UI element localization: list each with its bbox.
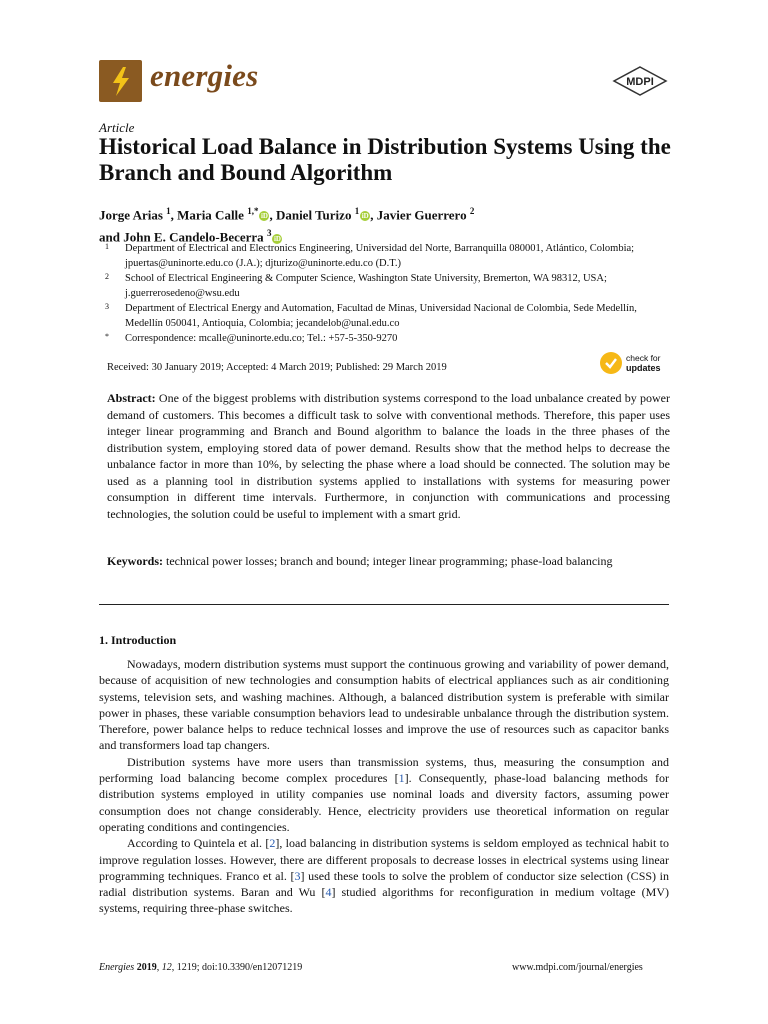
keywords-label: Keywords: — [107, 554, 163, 568]
publisher-logo-text: MDPI — [626, 76, 654, 88]
paper-title: Historical Load Balance in Distribution Systems Using the Branch and Bound Algorithm — [99, 134, 671, 185]
journal-logo-icon — [99, 60, 142, 102]
orcid-icon[interactable]: iD — [273, 234, 281, 243]
author-name: Jorge Arias — [99, 207, 163, 223]
abstract — [107, 390, 670, 522]
section-heading: 1. Introduction — [99, 633, 177, 647]
citation-link[interactable]: 2 — [269, 836, 276, 851]
mdpi-logo — [612, 66, 668, 96]
author-affil-mark: 3 — [266, 228, 272, 239]
citation-link[interactable]: 4 — [325, 885, 332, 900]
author-affil-mark: 1 — [166, 206, 171, 216]
author-list: Jorge Arias $^1$, Maria Calle $^{1,*}$iD , Daniel Turizo $^1$iD , Javier Guerrero $^2$ and John E. Candelo-Becerra $^3$iD — [99, 206, 475, 245]
affiliation: 1 Department of Electrical and Electronics Engineering, Universidad del Norte, Barranquilla 080001, Atlántico, Colombia; jpuertas@uninorte.edu.co (J.A.); djturizo@uninorte.edu.co (D.T.) — [105, 242, 635, 269]
check-for-updates-button[interactable]: check for updates — [626, 353, 661, 373]
publication-dates: Received: 30 January 2019; Accepted: 4 March 2019; Published: 29 March 2019 — [107, 362, 447, 373]
affiliation: 2 School of Electrical Engineering & Computer Science, Washington State University, Bremerton, WA 98312, USA; j.guerrerosedeno@wsu.edu — [105, 272, 607, 299]
affiliation: 3 Department of Electrical Energy and Automation, Facultad de Minas, Universidad Nacional de Colombia, Sede Medellín, Medellín 050041, Antioquia, Colombia; jecandelob@unal.edu.co — [105, 302, 637, 329]
keywords — [107, 553, 670, 570]
author-name: Daniel Turizo — [275, 207, 352, 223]
paragraph: Nowadays, modern distribution systems must support the continuous growing and variability of power demand, because of acquisition of new technologies and consumption habits of electrical appliances such as air conditioning systems, television sets, and washing machines. Although, a balanced distribution system is preferable with similar power in phases, these variable consumption behaviors lead to undesirable unbalance through the distribution system. Therefore, power balance helps to reduce technical losses and improve the use of resources such as capacitor banks and transformers load tap changers. — [99, 657, 669, 753]
affiliations — [99, 241, 674, 346]
orcid-icon[interactable]: iD — [361, 212, 369, 221]
citation-link[interactable]: 1 — [398, 771, 405, 786]
author-name: John E. Candelo-Becerra — [123, 229, 264, 245]
author-name: Maria Calle — [177, 207, 244, 223]
divider — [99, 604, 669, 605]
author-name: Javier Guerrero — [376, 207, 467, 223]
citation-link[interactable]: 3 — [294, 868, 301, 883]
footer-citation: Energies 2019, 12, 1219; doi:10.3390/en12071219 — [99, 962, 303, 973]
journal-name: energies — [150, 58, 259, 93]
paragraph: Distribution systems have more users than transmission systems, thus, measuring the consumption and performing load balancing become complex procedures [1]. Consequently, phase-load balancing methods for distribution systems employed in utility companies use nominal loads and diversity factors, assuming power consumption does not change considerably. Hence, electricity providers use theoretical information on regular operating conditions and contingencies. — [99, 754, 669, 834]
footer-journal-url[interactable]: www.mdpi.com/journal/energies — [512, 962, 643, 973]
author-affil-mark: 1 — [354, 206, 360, 216]
orcid-icon[interactable]: iD — [260, 212, 268, 221]
paragraph: According to Quintela et al. [2], load balancing in distribution systems is seldom employed as technical habit to improve regulation losses. However, there are different proposals to decrease losses in electrical systems using linear programming techniques. Franco et al. [3] used these tools to solve the problem of conductor size selection (CSS) in radial distribution systems. Baran and Wu [4] studied algorithms for reconfiguration in medium voltage (MV) systems, requiring three-phase switches. — [99, 836, 670, 916]
abstract-label: Abstract: — [107, 391, 156, 405]
author-affil-mark: 1,* — [247, 206, 259, 216]
body-text — [99, 656, 669, 917]
keywords-text: technical power losses; branch and bound; integer linear programming; phase-load balancing — [163, 554, 613, 568]
author-affil-mark: 2 — [469, 206, 475, 216]
article-type: Article — [99, 120, 135, 135]
correspondence: * Correspondence: mcalle@uninorte.edu.co; Tel.: +57-5-350-9270 — [105, 332, 398, 344]
abstract-text: One of the biggest problems with distribution systems correspond to the load unbalance created by power demand of customers. This becomes a difficult task to solve with conventional methods. Therefore, this paper uses integer linear programming and Branch and Bound algorithm to balance the loads in the three phases of the distribution system, employing stored data of power demand. Results show that the method helps to decrease the unbalance factor in more than 10%, by selecting the phase where a load should be connected. The solution may be used as a planning tool in distribution systems applied to installations with systems for measuring power consumption in different time intervals. Furthermore, in conjunction with communications and processing technologies, the solution could be useful to implement with a smart grid. — [107, 391, 670, 521]
check-for-updates-icon[interactable] — [600, 352, 622, 374]
